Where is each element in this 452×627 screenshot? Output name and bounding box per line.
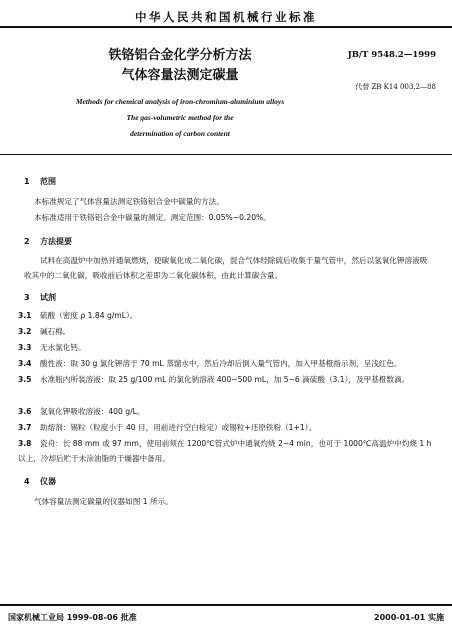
section-title: 试剂 [40, 293, 56, 302]
reagent-item: 3.2 碱石棉。 [18, 327, 71, 336]
section-title: 仪器 [40, 477, 56, 486]
reagent-item: 3.3 无水氯化钙。 [18, 343, 86, 352]
section-number: 4 [24, 477, 30, 486]
reagent-item: 3.8 瓷舟：长 88 mm 或 97 mm，使用前须在 1200℃管式炉中通氧灼烧 2~4 min，也可于 1000℃高温炉中灼烧 1 h 以上，冷却后贮于未涂油脂的干燥器中备用。 [18, 439, 432, 463]
section-2-text: 试料在高温炉中加热并通氧燃烧，使碳氧化成二氧化碳，混合气体经除硫后收集于量气管中，然后以氢氧化钾溶液吸收其中的二氧化碳，吸收前后体积之差即为二氧化碳体积，由此计算碳含量。 [24, 256, 428, 280]
approval-date: 国家机械工业局 1999-08-06 批准 [8, 613, 137, 622]
english-title-line-1: Methods for chemical analysis of iron-chromium-aluminium alloys [75, 97, 285, 106]
reagent-item: 3.4 酸性液：取 30 g 氯化钾溶于 70 mL 蒸馏水中，然后冷却后倒入量气管内，加入甲基橙指示剂，呈浅红色。 [18, 359, 402, 368]
section-2-heading [24, 236, 72, 247]
section-4-line-1: 气体容量法测定碳量的仪器如图 1 所示。 [34, 497, 173, 506]
reagent-item: 3.6 氢氧化钾吸收溶液：400 g/L。 [18, 407, 145, 416]
reagent-item: 3.7 助熔剂：锡粒（粒度小于 40 目，用前进行空白检定）或锡粒+还原铁粉（1+1）。 [18, 423, 317, 432]
section-1-line-1: 本标准规定了气体容量法测定铁铬铝合金中碳量的方法。 [34, 197, 224, 206]
section-4-heading [24, 476, 56, 487]
english-title-line-3: determination of carbon content [130, 129, 230, 138]
english-title-line-2: The gas-volumetric method for the [126, 113, 234, 122]
section-title: 范围 [40, 177, 56, 186]
reagent-item: 3.1 硫酸（密度 ρ 1.84 g/mL）。 [18, 311, 138, 320]
title-line-2: 气体容量法测定碳量 [121, 68, 239, 83]
section-number: 2 [24, 237, 30, 246]
section-3-heading [24, 292, 56, 303]
title-line-1: 铁铬铝合金化学分析方法 [108, 48, 252, 63]
section-number: 1 [24, 177, 30, 186]
section-1-heading [24, 176, 56, 187]
standard-number: JB/T 9548.2—1999 [347, 50, 436, 60]
standard-header: 中华人民共和国机械行业标准 [135, 10, 317, 24]
section-title: 方法提要 [40, 237, 72, 246]
section-1-line-2: 本标准适用于铁铬铝合金中碳量的测定。测定范围：0.05%~0.20%。 [34, 213, 271, 222]
reagent-item: 3.5 水准瓶内所装溶液：取 25 g/100 mL 的氯化钠溶液 400~500 mL，加 5~6 滴硫酸（3.1），及甲基橙数滴。 [18, 375, 410, 384]
footer-rule [0, 604, 452, 606]
section-number: 3 [24, 293, 30, 302]
title-separator [0, 154, 452, 155]
implementation-date: 2000-01-01 实施 [374, 613, 444, 622]
replaces-standard: 代替 ZB K14 003.2—88 [355, 83, 436, 91]
header-rule [0, 26, 452, 28]
